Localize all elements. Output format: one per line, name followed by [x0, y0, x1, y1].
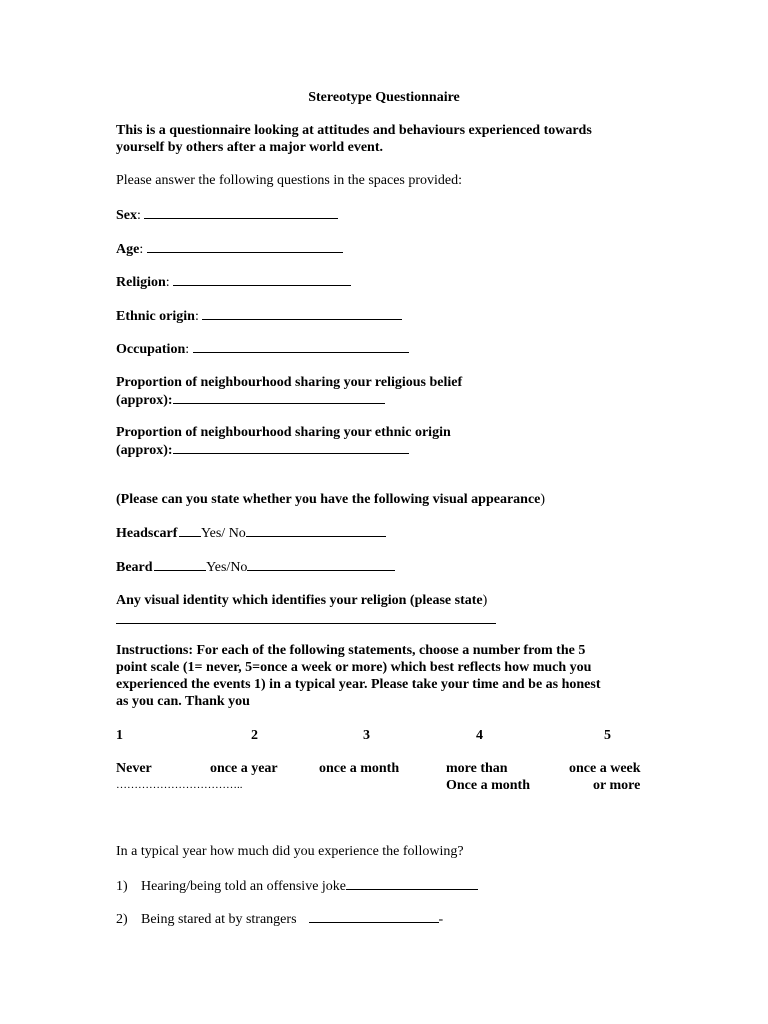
scale-number-3: 3	[363, 728, 370, 743]
beard-pre-line[interactable]	[154, 558, 206, 571]
item-number: 1)	[116, 879, 128, 894]
sex-input-line[interactable]	[144, 206, 338, 219]
religion-input-line[interactable]	[173, 273, 351, 286]
headscarf-input-line[interactable]	[246, 524, 386, 537]
item-text: Being stared at by strangers	[141, 912, 297, 927]
occupation-input-line[interactable]	[193, 340, 409, 353]
instructions-line-3: experienced the events 1) in a typical year. Please take your time and be as honest	[116, 677, 601, 692]
ethnic-origin-input-line[interactable]	[202, 307, 402, 320]
headscarf-options: Yes/ No	[200, 526, 246, 541]
instructions-line-2: point scale (1= never, 5=once a week or more) which best reflects how much you	[116, 660, 592, 675]
typical-year-question: In a typical year how much did you experience the following?	[116, 844, 464, 859]
appearance-prompt	[116, 491, 545, 508]
scale-number-5: 5	[604, 728, 611, 743]
instruction-line: Please answer the following questions in the spaces provided:	[116, 173, 463, 188]
proportion-ethnic-label: Proportion of neighbourhood sharing your ethnic origin	[116, 425, 451, 440]
instructions-line-1: Instructions: For each of the following statements, choose a number from the 5	[116, 643, 586, 658]
scale-label-once-a-month-2: Once a month	[446, 778, 530, 793]
proportion-ethnic-input-line[interactable]	[173, 441, 409, 454]
colon: :	[165, 275, 170, 290]
religion-row	[116, 273, 351, 291]
item-2	[116, 910, 443, 928]
beard-label: Beard	[116, 560, 153, 575]
religion-label: Religion	[116, 275, 166, 290]
colon: :	[139, 242, 144, 257]
beard-row	[116, 558, 395, 576]
proportion-ethnic-row	[116, 441, 409, 459]
item-number: 2)	[116, 912, 128, 927]
sex-label: Sex	[116, 208, 137, 223]
proportion-religion-row	[116, 391, 385, 409]
close-paren: )	[540, 492, 546, 507]
scale-label-once-a-week: once a week	[569, 761, 641, 776]
approx-label: (approx):	[116, 393, 173, 408]
scale-label-never: Never	[116, 761, 152, 776]
age-row	[116, 240, 343, 258]
occupation-row	[116, 340, 409, 358]
visual-identity-input-line[interactable]	[116, 609, 496, 624]
proportion-religion-label: Proportion of neighbourhood sharing your religious belief	[116, 375, 463, 390]
proportion-religion-input-line[interactable]	[173, 391, 385, 404]
scale-label-once-a-year: once a year	[210, 761, 278, 776]
visual-identity-label: Any visual identity which identifies your religion (please state	[116, 593, 483, 608]
age-input-line[interactable]	[147, 240, 343, 253]
colon: :	[194, 309, 199, 324]
headscarf-label: Headscarf	[116, 526, 178, 541]
ethnic-origin-row	[116, 307, 402, 325]
beard-options: Yes/No	[206, 560, 248, 575]
headscarf-pre-line[interactable]	[179, 524, 201, 537]
intro-line-1: This is a questionnaire looking at attitudes and behaviours experienced towards	[116, 123, 592, 138]
intro-line-2: yourself by others after a major world event.	[116, 140, 383, 155]
visual-identity-row	[116, 592, 487, 609]
beard-input-line[interactable]	[247, 558, 395, 571]
scale-dotted-line: ……………………………..	[116, 779, 243, 791]
age-label: Age	[116, 242, 140, 257]
colon: :	[137, 208, 141, 223]
appearance-prompt-text: (Please can you state whether you have the following visual appearance	[116, 492, 541, 507]
scale-label-or-more: or more	[593, 778, 641, 793]
item-text: Hearing/being told an offensive joke	[141, 879, 347, 894]
colon: :	[185, 342, 190, 357]
scale-label-more-than: more than	[446, 761, 508, 776]
item-1-input-line[interactable]	[346, 877, 478, 890]
occupation-label: Occupation	[116, 342, 186, 357]
scale-number-4: 4	[476, 728, 483, 743]
scale-number-2: 2	[251, 728, 258, 743]
scale-number-1: 1	[116, 728, 123, 743]
page-title: Stereotype Questionnaire	[308, 90, 460, 105]
headscarf-row	[116, 524, 386, 542]
item-1	[116, 877, 478, 895]
scale-label-once-a-month: once a month	[319, 761, 400, 776]
item-2-input-line[interactable]	[309, 910, 439, 923]
dash: -	[438, 912, 444, 927]
sex-row	[116, 206, 338, 224]
close-paren: )	[482, 593, 488, 608]
approx-label: (approx):	[116, 443, 173, 458]
instructions-line-4: as you can. Thank you	[116, 694, 250, 709]
ethnic-origin-label: Ethnic origin	[116, 309, 195, 324]
